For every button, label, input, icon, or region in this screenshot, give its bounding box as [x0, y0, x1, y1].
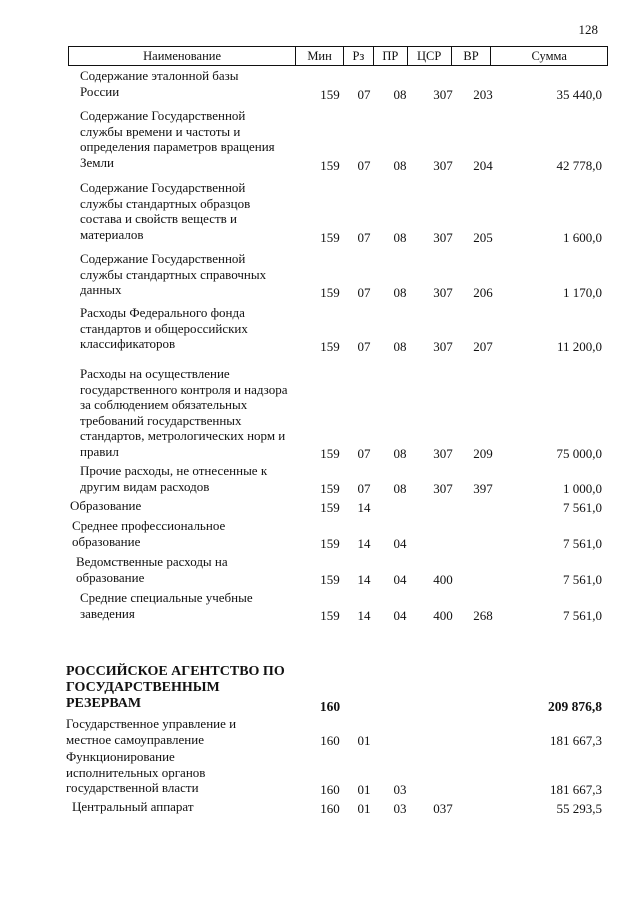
cell-vr: 205	[473, 229, 493, 245]
cell-csr: 307	[433, 445, 453, 461]
row-name: Содержание Государственной службы стандартных образцов состава и свойств веществ и материалов	[80, 180, 251, 242]
table-row	[0, 180, 640, 245]
cell-min: 160	[320, 800, 340, 816]
cell-min: 159	[320, 86, 340, 102]
row-name: Содержание Государственной службы стандартных справочных данных	[80, 251, 267, 297]
cell-sum: 181 667,3	[550, 781, 602, 797]
cell-pr: 08	[393, 284, 407, 300]
cell-min: 159	[320, 445, 340, 461]
cell-min: 159	[320, 284, 340, 300]
table-row	[0, 518, 640, 551]
cell-sum: 1 170,0	[563, 284, 602, 300]
cell-pr: 08	[393, 338, 407, 354]
cell-pr: 08	[393, 229, 407, 245]
cell-pr: 08	[393, 157, 407, 173]
cell-rz: 07	[357, 229, 371, 245]
cell-sum: 209 876,8	[548, 698, 602, 714]
cell-sum: 7 561,0	[563, 607, 602, 623]
table-row	[0, 366, 640, 461]
header-name: Наименование	[69, 47, 296, 65]
cell-rz: 07	[357, 480, 371, 496]
row-name: Ведомственные расходы на образование	[76, 554, 228, 585]
cell-vr: 203	[473, 86, 493, 102]
cell-rz: 01	[357, 732, 371, 748]
cell-csr: 400	[433, 571, 453, 587]
section-heading-row	[0, 664, 640, 714]
cell-vr: 268	[473, 607, 493, 623]
row-name: Средние специальные учебные заведения	[80, 590, 253, 621]
header-vr: ВР	[452, 47, 492, 65]
table-row	[0, 498, 640, 515]
page-number: 128	[578, 22, 598, 37]
cell-min: 160	[320, 732, 340, 748]
cell-min: 159	[320, 338, 340, 354]
cell-rz: 07	[357, 338, 371, 354]
row-name: Расходы на осуществление государственного контроля и надзора за соблюдением обязательных требований государственных стандартов, метрологических норм и правил	[80, 366, 288, 459]
table-row	[0, 590, 640, 623]
cell-vr: 206	[473, 284, 493, 300]
cell-sum: 1 600,0	[563, 229, 602, 245]
cell-rz: 14	[357, 499, 371, 515]
cell-pr: 08	[393, 445, 407, 461]
table-header	[68, 46, 608, 66]
cell-vr: 397	[473, 480, 493, 496]
cell-csr: 307	[433, 86, 453, 102]
row-name: Расходы Федерального фонда стандартов и общероссийских классификаторов	[80, 305, 248, 351]
row-name: Содержание эталонной базы России	[80, 68, 239, 99]
cell-sum: 35 440,0	[556, 86, 602, 102]
header-min: Мин	[296, 47, 344, 65]
cell-rz: 01	[357, 800, 371, 816]
table-row	[0, 305, 640, 354]
cell-csr: 307	[433, 284, 453, 300]
cell-min: 160	[319, 698, 341, 714]
cell-sum: 7 561,0	[563, 571, 602, 587]
cell-pr: 04	[393, 571, 407, 587]
row-name: Образование	[70, 498, 142, 513]
cell-sum: 1 000,0	[563, 480, 602, 496]
cell-rz: 01	[357, 781, 371, 797]
row-name: Среднее профессиональное образование	[72, 518, 226, 549]
cell-csr: 307	[433, 229, 453, 245]
cell-pr: 04	[393, 535, 407, 551]
row-name: Прочие расходы, не отнесенные к другим видам расходов	[80, 463, 268, 494]
cell-min: 159	[320, 535, 340, 551]
cell-sum: 75 000,0	[556, 445, 602, 461]
table-row	[0, 108, 640, 173]
cell-pr: 08	[393, 86, 407, 102]
cell-sum: 11 200,0	[556, 338, 602, 354]
cell-csr: 307	[433, 338, 453, 354]
table-row	[0, 716, 640, 748]
header-sum: Сумма	[531, 48, 567, 63]
cell-min: 160	[320, 781, 340, 797]
table-row	[0, 68, 640, 102]
table-row	[0, 799, 640, 816]
cell-rz: 14	[357, 607, 371, 623]
agency-heading: РОССИЙСКОЕ АГЕНТСТВО ПО ГОСУДАРСТВЕННЫМ РЕЗЕРВАМ	[66, 664, 285, 711]
cell-min: 159	[320, 499, 340, 515]
cell-sum: 55 293,5	[556, 800, 602, 816]
cell-sum: 42 778,0	[556, 157, 602, 173]
cell-csr: 037	[433, 800, 453, 816]
cell-min: 159	[320, 571, 340, 587]
cell-vr: 209	[473, 445, 493, 461]
cell-csr: 400	[433, 607, 453, 623]
cell-min: 159	[320, 229, 340, 245]
cell-rz: 07	[357, 284, 371, 300]
cell-rz: 07	[357, 157, 371, 173]
header-rz: Рз	[344, 47, 374, 65]
table-row	[0, 749, 640, 797]
cell-rz: 07	[357, 86, 371, 102]
table-row	[0, 463, 640, 496]
cell-pr: 08	[393, 480, 407, 496]
cell-rz: 07	[357, 445, 371, 461]
cell-sum: 7 561,0	[563, 535, 602, 551]
cell-vr: 207	[473, 338, 493, 354]
cell-min: 159	[320, 607, 340, 623]
row-name: Содержание Государственной службы времени и частоты и определения параметров вращения Земли	[80, 108, 275, 170]
cell-sum: 181 667,3	[550, 732, 602, 748]
table-row	[0, 554, 640, 587]
cell-rz: 14	[357, 535, 371, 551]
cell-pr: 03	[393, 800, 407, 816]
cell-sum: 7 561,0	[563, 499, 602, 515]
cell-csr: 307	[433, 157, 453, 173]
cell-pr: 03	[393, 781, 407, 797]
cell-rz: 14	[357, 571, 371, 587]
header-csr: ЦСР	[408, 47, 452, 65]
row-name: Государственное управление и местное самоуправление	[66, 716, 237, 747]
row-name: Функционирование исполнительных органов государственной власти	[66, 749, 206, 795]
row-name: Центральный аппарат	[72, 799, 194, 814]
table-row	[0, 251, 640, 300]
cell-vr: 204	[473, 157, 493, 173]
cell-min: 159	[320, 480, 340, 496]
cell-min: 159	[320, 157, 340, 173]
header-pr: ПР	[374, 47, 408, 65]
cell-csr: 307	[433, 480, 453, 496]
cell-pr: 04	[393, 607, 407, 623]
